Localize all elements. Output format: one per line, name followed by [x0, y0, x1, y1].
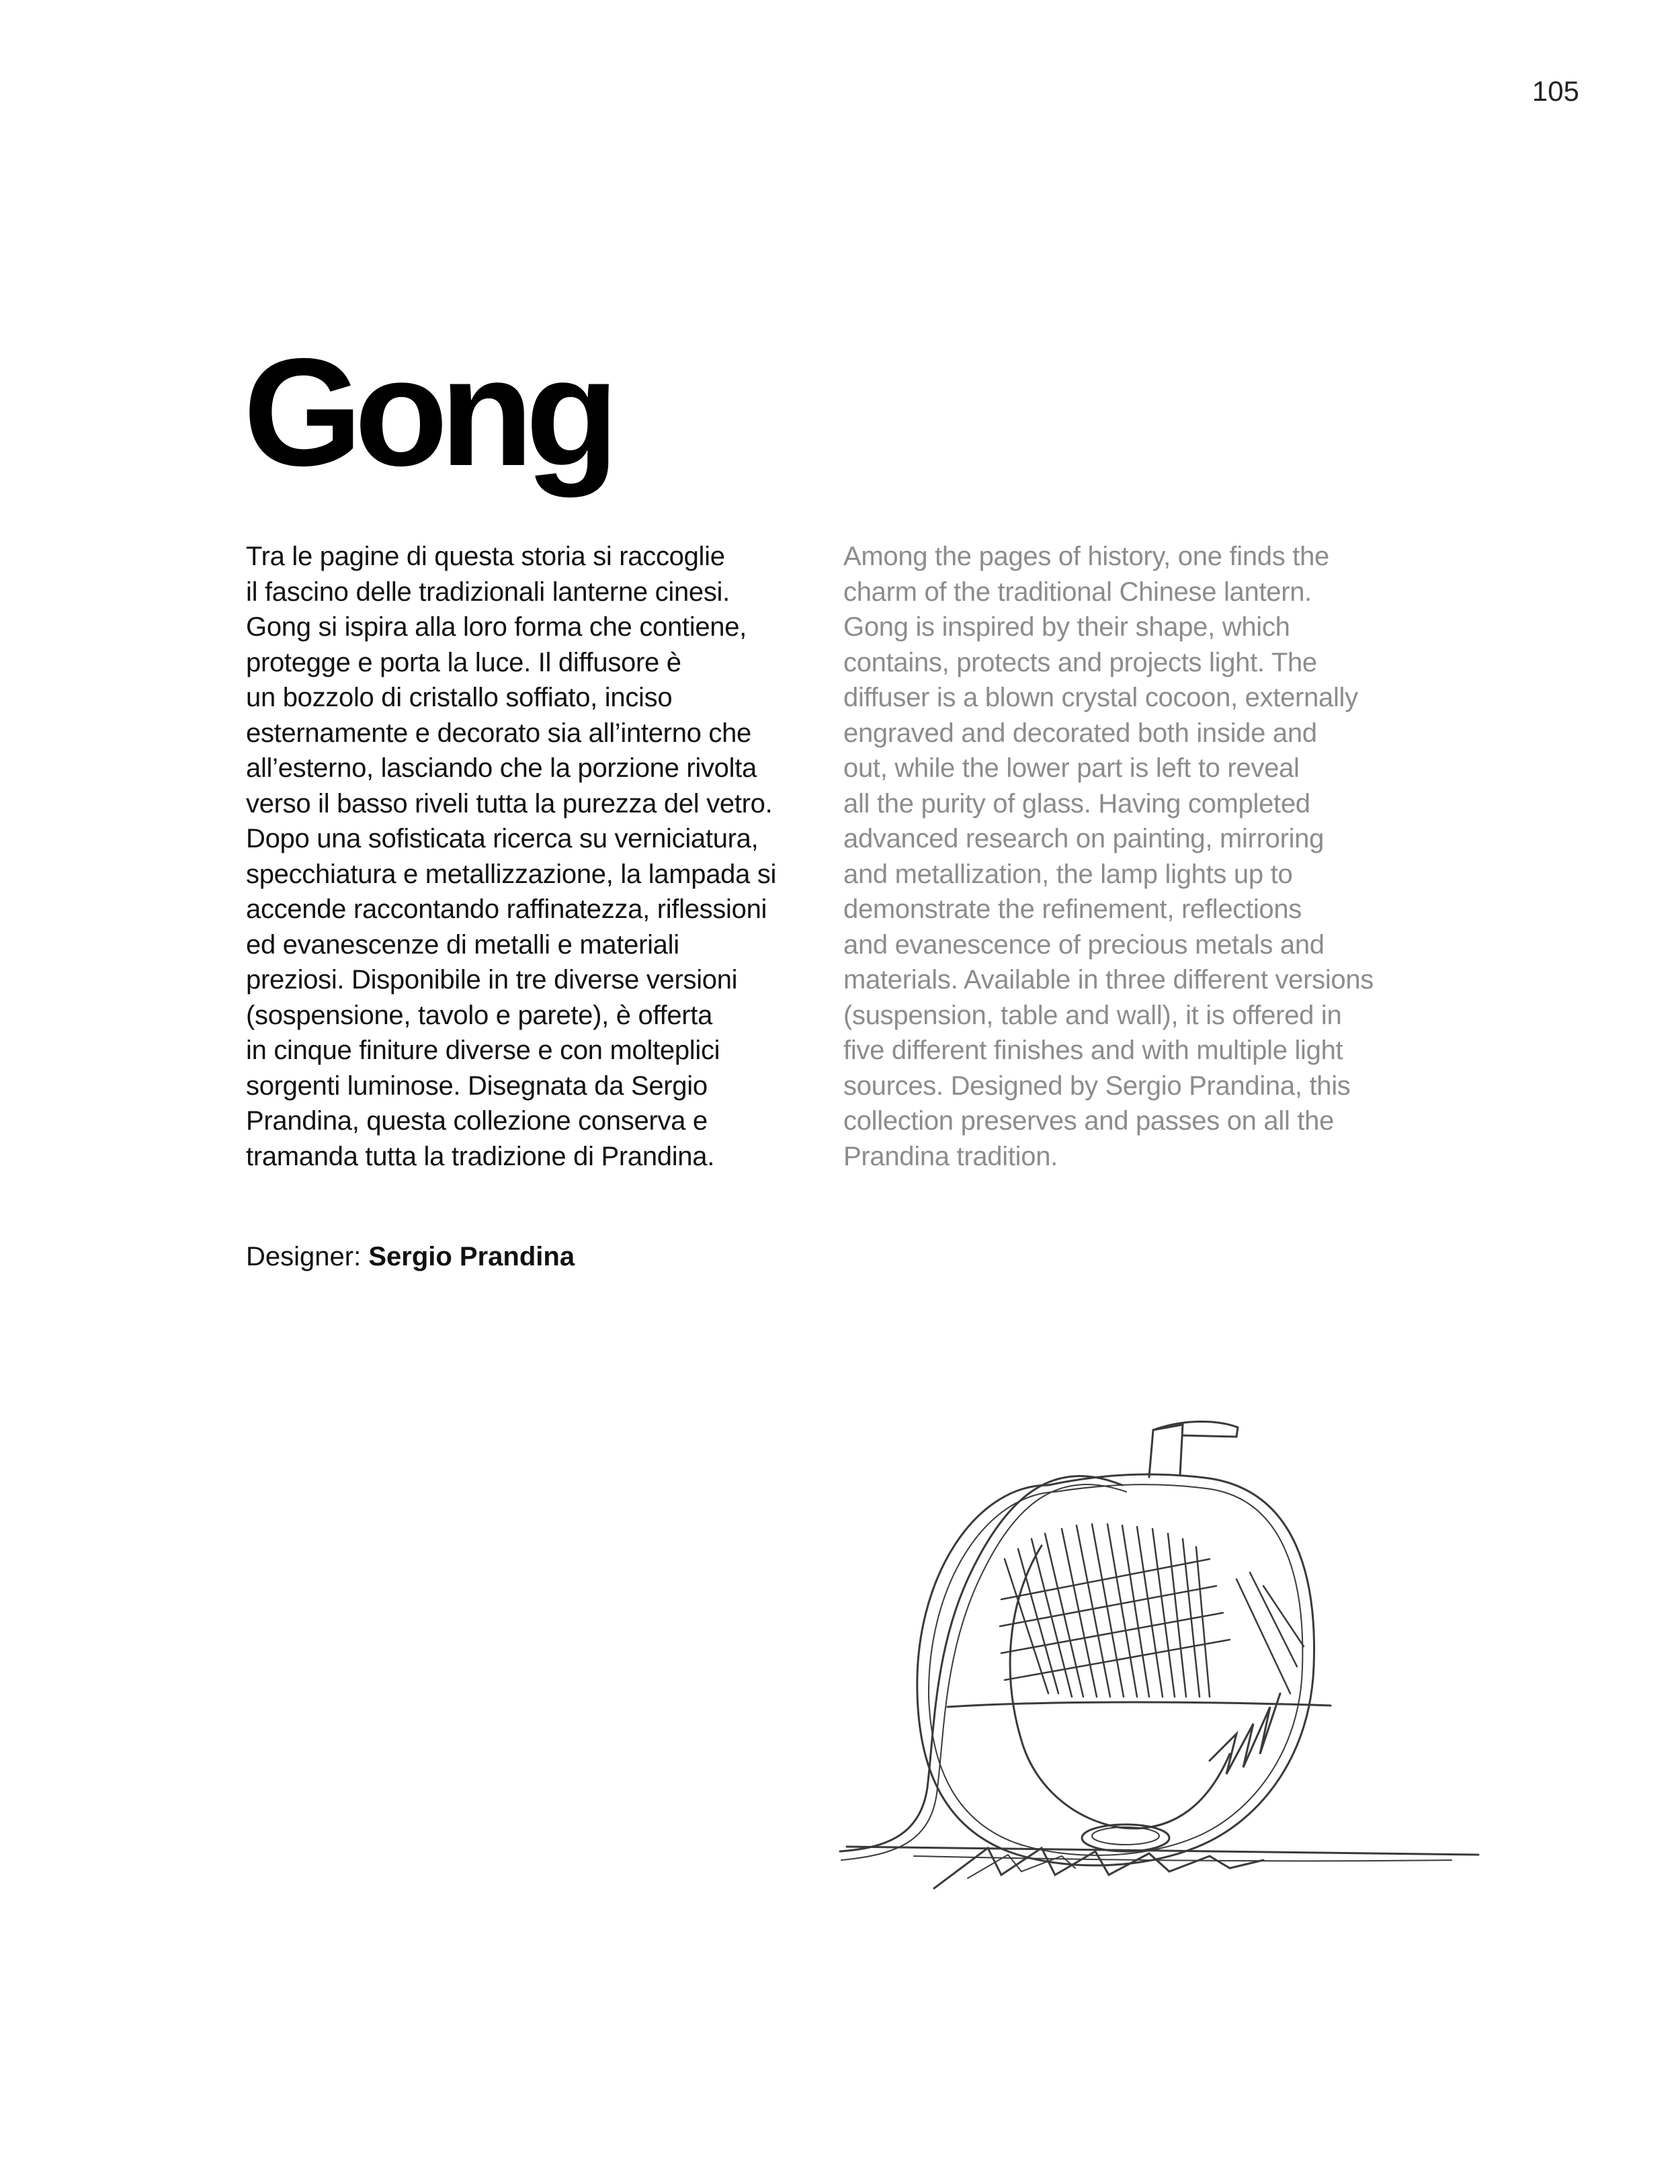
lamp-sketch-icon [833, 1357, 1505, 1982]
designer-credit [246, 1242, 575, 1272]
page-title: Gong [243, 327, 612, 498]
page-number: 105 [1531, 75, 1579, 107]
english-description: Among the pages of history, one finds the charm of the traditional Chinese lantern. Gong is inspired by their shape, which contains, protects and projects light. The diffuser is a blown crystal cocoon, externally engraved and decorated both inside and out, while the lower part is left to reveal all the purity of glass. Having completed advanced research on painting, mirroring and metallization, the lamp lights up to demonstrate the refinement, reflections and evanescence of precious metals and materials. Available in three different versions (suspension, table and wall), it is offered in five different finishes and with multiple light sources. Designed by Sergio Prandina, this collection preserves and passes on all the Prandina tradition. [843, 542, 1374, 1171]
designer-label: Designer: [246, 1242, 362, 1271]
designer-name: Sergio Prandina [368, 1242, 575, 1271]
italian-description: Tra le pagine di questa storia si raccoglie il fascino delle tradizionali lanterne cinesi. Gong si ispira alla loro forma che contiene, protegge e porta la luce. Il diffusore è un bozzolo di cristallo soffiato, inciso esternamente e decorato sia all’interno che all’esterno, lasciando che la porzione rivolta verso il basso riveli tutta la purezza del vetro. Dopo una sofisticata ricerca su verniciatura, specchiatura e metallizzazione, la lampada si accende raccontando raffinatezza, riflessioni ed evanescenze di metalli e materiali preziosi. Disponibile in tre diverse versioni (sospensione, tavolo e parete), è offerta in cinque finiture diverse e con molteplici sorgenti luminose. Disegnata da Sergio Prandina, questa collezione conserva e tramanda tutta la tradizione di Prandina. [246, 542, 777, 1171]
